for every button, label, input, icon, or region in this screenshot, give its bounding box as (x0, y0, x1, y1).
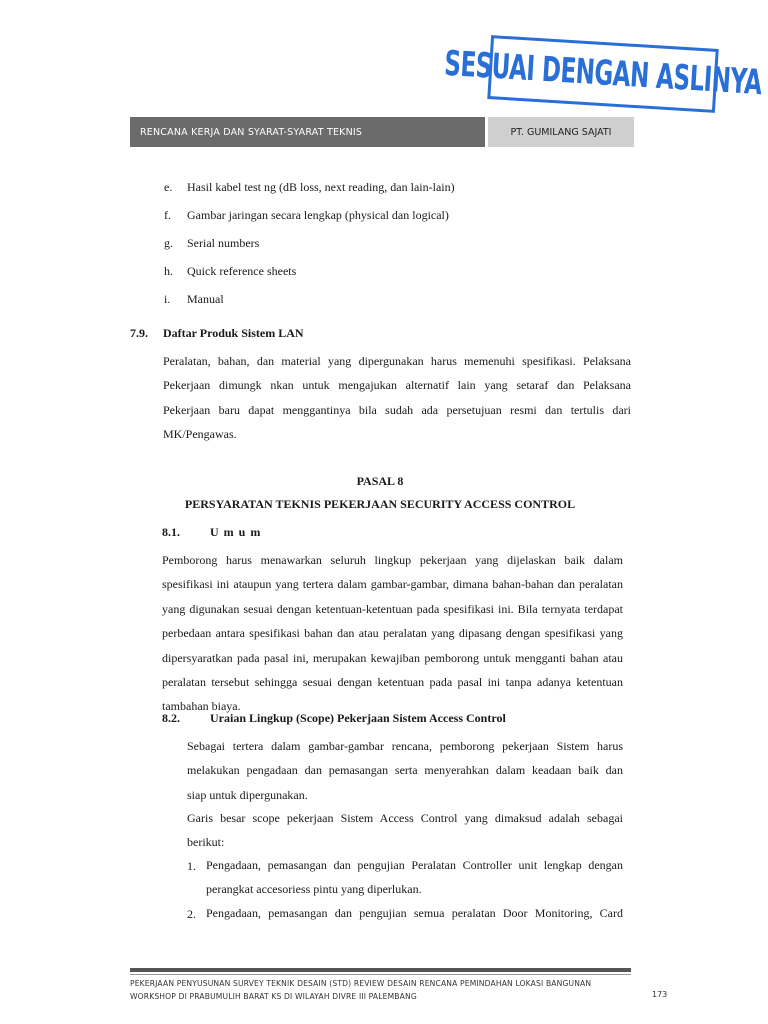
list-item: Serial numbers (187, 236, 260, 250)
paragraph-line: siap untuk dipergunakan. (187, 787, 308, 802)
paragraph-line: yang digunakan sesuai dengan ketentuan-ketentuan pada spesifikasi ini. Bila ternyata terdapat (162, 601, 623, 616)
list-marker: i. (164, 292, 171, 306)
list-item (206, 901, 623, 925)
paragraph-line: Pengadaan, pemasangan dan pengujian Peralatan Controller unit lengkap dengan (206, 858, 623, 872)
section-paragraph (187, 734, 623, 807)
list-marker: 2. (187, 907, 196, 921)
list-marker: f. (164, 208, 171, 222)
section-title: Uraian Lingkup (Scope) Pekerjaan Sistem Access Control (210, 711, 506, 725)
paragraph-line: Pemborong harus menawarkan seluruh lingkup pekerjaan yang dijelaskan baik dalam (162, 553, 623, 567)
paragraph-line: Peralatan, bahan, dan material yang dipergunakan harus memenuhi spesifikasi. Pelaksana (163, 354, 631, 368)
chapter-title: PERSYARATAN TEKNIS PEKERJAAN SECURITY ACCESS CONTROL (184, 497, 576, 511)
paragraph-line: Pekerjaan dimungk nkan untuk mengajukan alternatif lain yang setaraf dan Pelaksana (163, 378, 631, 393)
list-item: Quick reference sheets (187, 264, 297, 278)
section-number: 8.2. (162, 711, 180, 725)
list-item: Hasil kabel test ng (dB loss, next reading, dan lain-lain) (187, 180, 455, 194)
paragraph-line: MK/Pengawas. (163, 427, 237, 442)
list-item (206, 853, 623, 902)
section-paragraph (162, 548, 623, 719)
footer-line: PEKERJAAN PENYUSUNAN SURVEY TEKNIK DESAIN (STD) REVIEW DESAIN RENCANA PEMINDAHAN LOKASI BANGUNAN (130, 979, 592, 988)
section-title: U m u m (210, 525, 262, 539)
paragraph-line: dipersyaratkan pada pasal ini, merupakan kewajiban pemborong untuk mengganti bahan atau (162, 650, 623, 665)
section-number: 7.9. (130, 326, 148, 340)
paragraph-line: perbedaan antara spesifikasi bahan dan atau peralatan yang dipasang dengan spesifikasi yang (162, 626, 623, 641)
paragraph-line: peralatan tersebut sehingga sesuai dengan ketentuan pada pasal ini tanpa adanya ketentuan (162, 675, 623, 690)
paragraph-line: Garis besar scope pekerjaan Sistem Access Control yang dimaksud adalah sebagai (187, 811, 623, 825)
list-item: Gambar jaringan secara lengkap (physical dan logical) (187, 208, 449, 222)
paragraph-line: tambahan biaya. (162, 699, 241, 714)
list-marker: 1. (187, 859, 196, 873)
section-paragraph (163, 349, 631, 447)
paragraph-line: berikut: (187, 835, 225, 850)
list-item: Manual (187, 292, 224, 306)
paragraph-line: spesifikasi ini ataupun yang tertera dalam gambar-gambar, dimana bahan-bahan dan peralatan (162, 577, 623, 592)
chapter-number: PASAL 8 (356, 474, 404, 488)
footer-line: WORKSHOP DI PRABUMULIH BARAT KS DI WILAYAH DIVRE III PALEMBANG (130, 992, 417, 1001)
list-marker: e. (164, 180, 173, 194)
footer-rule (130, 968, 631, 972)
header-document-title: RENCANA KERJA DAN SYARAT-SYARAT TEKNIS (130, 117, 485, 147)
header-company-name: PT. GUMILANG SAJATI (488, 117, 634, 147)
footer-text (130, 977, 610, 1003)
section-title: Daftar Produk Sistem LAN (163, 326, 304, 340)
section-paragraph (187, 806, 623, 855)
paragraph-line: Pekerjaan baru dapat menggantinya bila sudah ada persetujuan resmi dan tertulis dari (163, 402, 631, 417)
paragraph-line: Sebagai tertera dalam gambar-gambar rencana, pemborong pekerjaan Sistem harus (187, 739, 623, 753)
list-marker: g. (164, 236, 173, 250)
paragraph-line: Pengadaan, pemasangan dan pengujian semua peralatan Door Monitoring, Card (206, 906, 623, 920)
stamp (443, 35, 763, 113)
list-marker: h. (164, 264, 173, 278)
page-number: 173 (652, 990, 668, 999)
stamp-text: SESUAI DENGAN ASLINYA (443, 44, 763, 104)
section-number: 8.1. (162, 525, 180, 539)
footer-rule-thin (130, 974, 631, 975)
paragraph-line: perangkat accesoriess pintu yang diperlukan. (206, 882, 422, 897)
paragraph-line: melakukan pengadaan dan pemasangan serta menyerahkan dalam keadaan baik dan (187, 763, 623, 778)
